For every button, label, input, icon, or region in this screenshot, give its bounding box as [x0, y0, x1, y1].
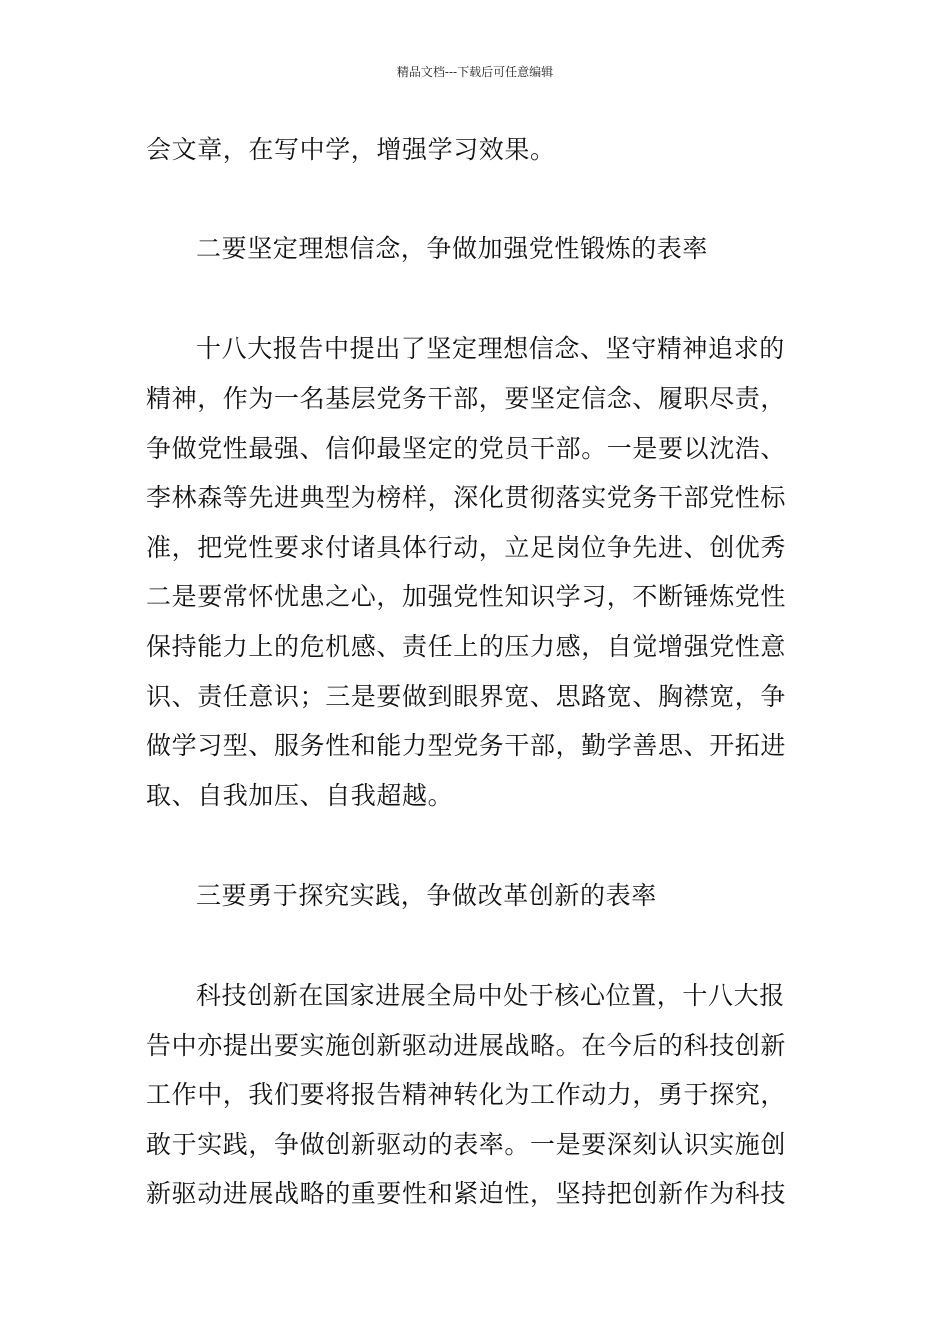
text-line: 做学习型、服务性和能力型党务干部，勤学善思、开拓进	[146, 731, 787, 760]
text-line: 十八大报告中提出了坚定理想信念、坚守精神追求的	[196, 334, 785, 363]
text-line: 识、责任意识；三是要做到眼界宽、思路宽、胸襟宽，争	[146, 682, 787, 711]
text-line: 精神，作为一名基层党务干部，要坚定信念、履职尽责，	[146, 384, 787, 413]
text-line: 敢于实践，争做创新驱动的表率。一是要深刻认识实施创	[146, 1130, 787, 1159]
text-line: 争做党性最强、信仰最坚定的党员干部。一是要以沈浩、	[146, 434, 787, 463]
text-line: 工作中，我们要将报告精神转化为工作动力，勇于探究，	[146, 1080, 787, 1109]
section-heading: 三要勇于探究实践，争做改革创新的表率	[196, 881, 657, 910]
text-line: 李林森等先进典型为榜样，深化贯彻落实党务干部党性标	[146, 483, 787, 512]
text-line: 准，把党性要求付诸具体行动，立足岗位争先进、创优秀	[146, 533, 787, 562]
section-heading: 二要坚定理想信念，争做加强党性锻炼的表率	[196, 234, 709, 263]
text-line: 科技创新在国家进展全局中处于核心位置，十八大报	[196, 981, 785, 1010]
text-line: 取、自我加压、自我超越。	[146, 781, 454, 810]
page-header: 精品文档---下载后可任意编辑	[396, 65, 554, 79]
text-line: 二是要常怀忧患之心，加强党性知识学习，不断锤炼党性	[146, 582, 787, 611]
text-line: 新驱动进展战略的重要性和紧迫性，坚持把创新作为科技	[146, 1179, 787, 1208]
text-line: 会文章，在写中学，增强学习效果。	[146, 135, 556, 164]
text-line: 保持能力上的危机感、责任上的压力感，自觉增强党性意	[146, 632, 787, 661]
text-line: 告中亦提出要实施创新驱动进展战略。在今后的科技创新	[146, 1031, 787, 1060]
